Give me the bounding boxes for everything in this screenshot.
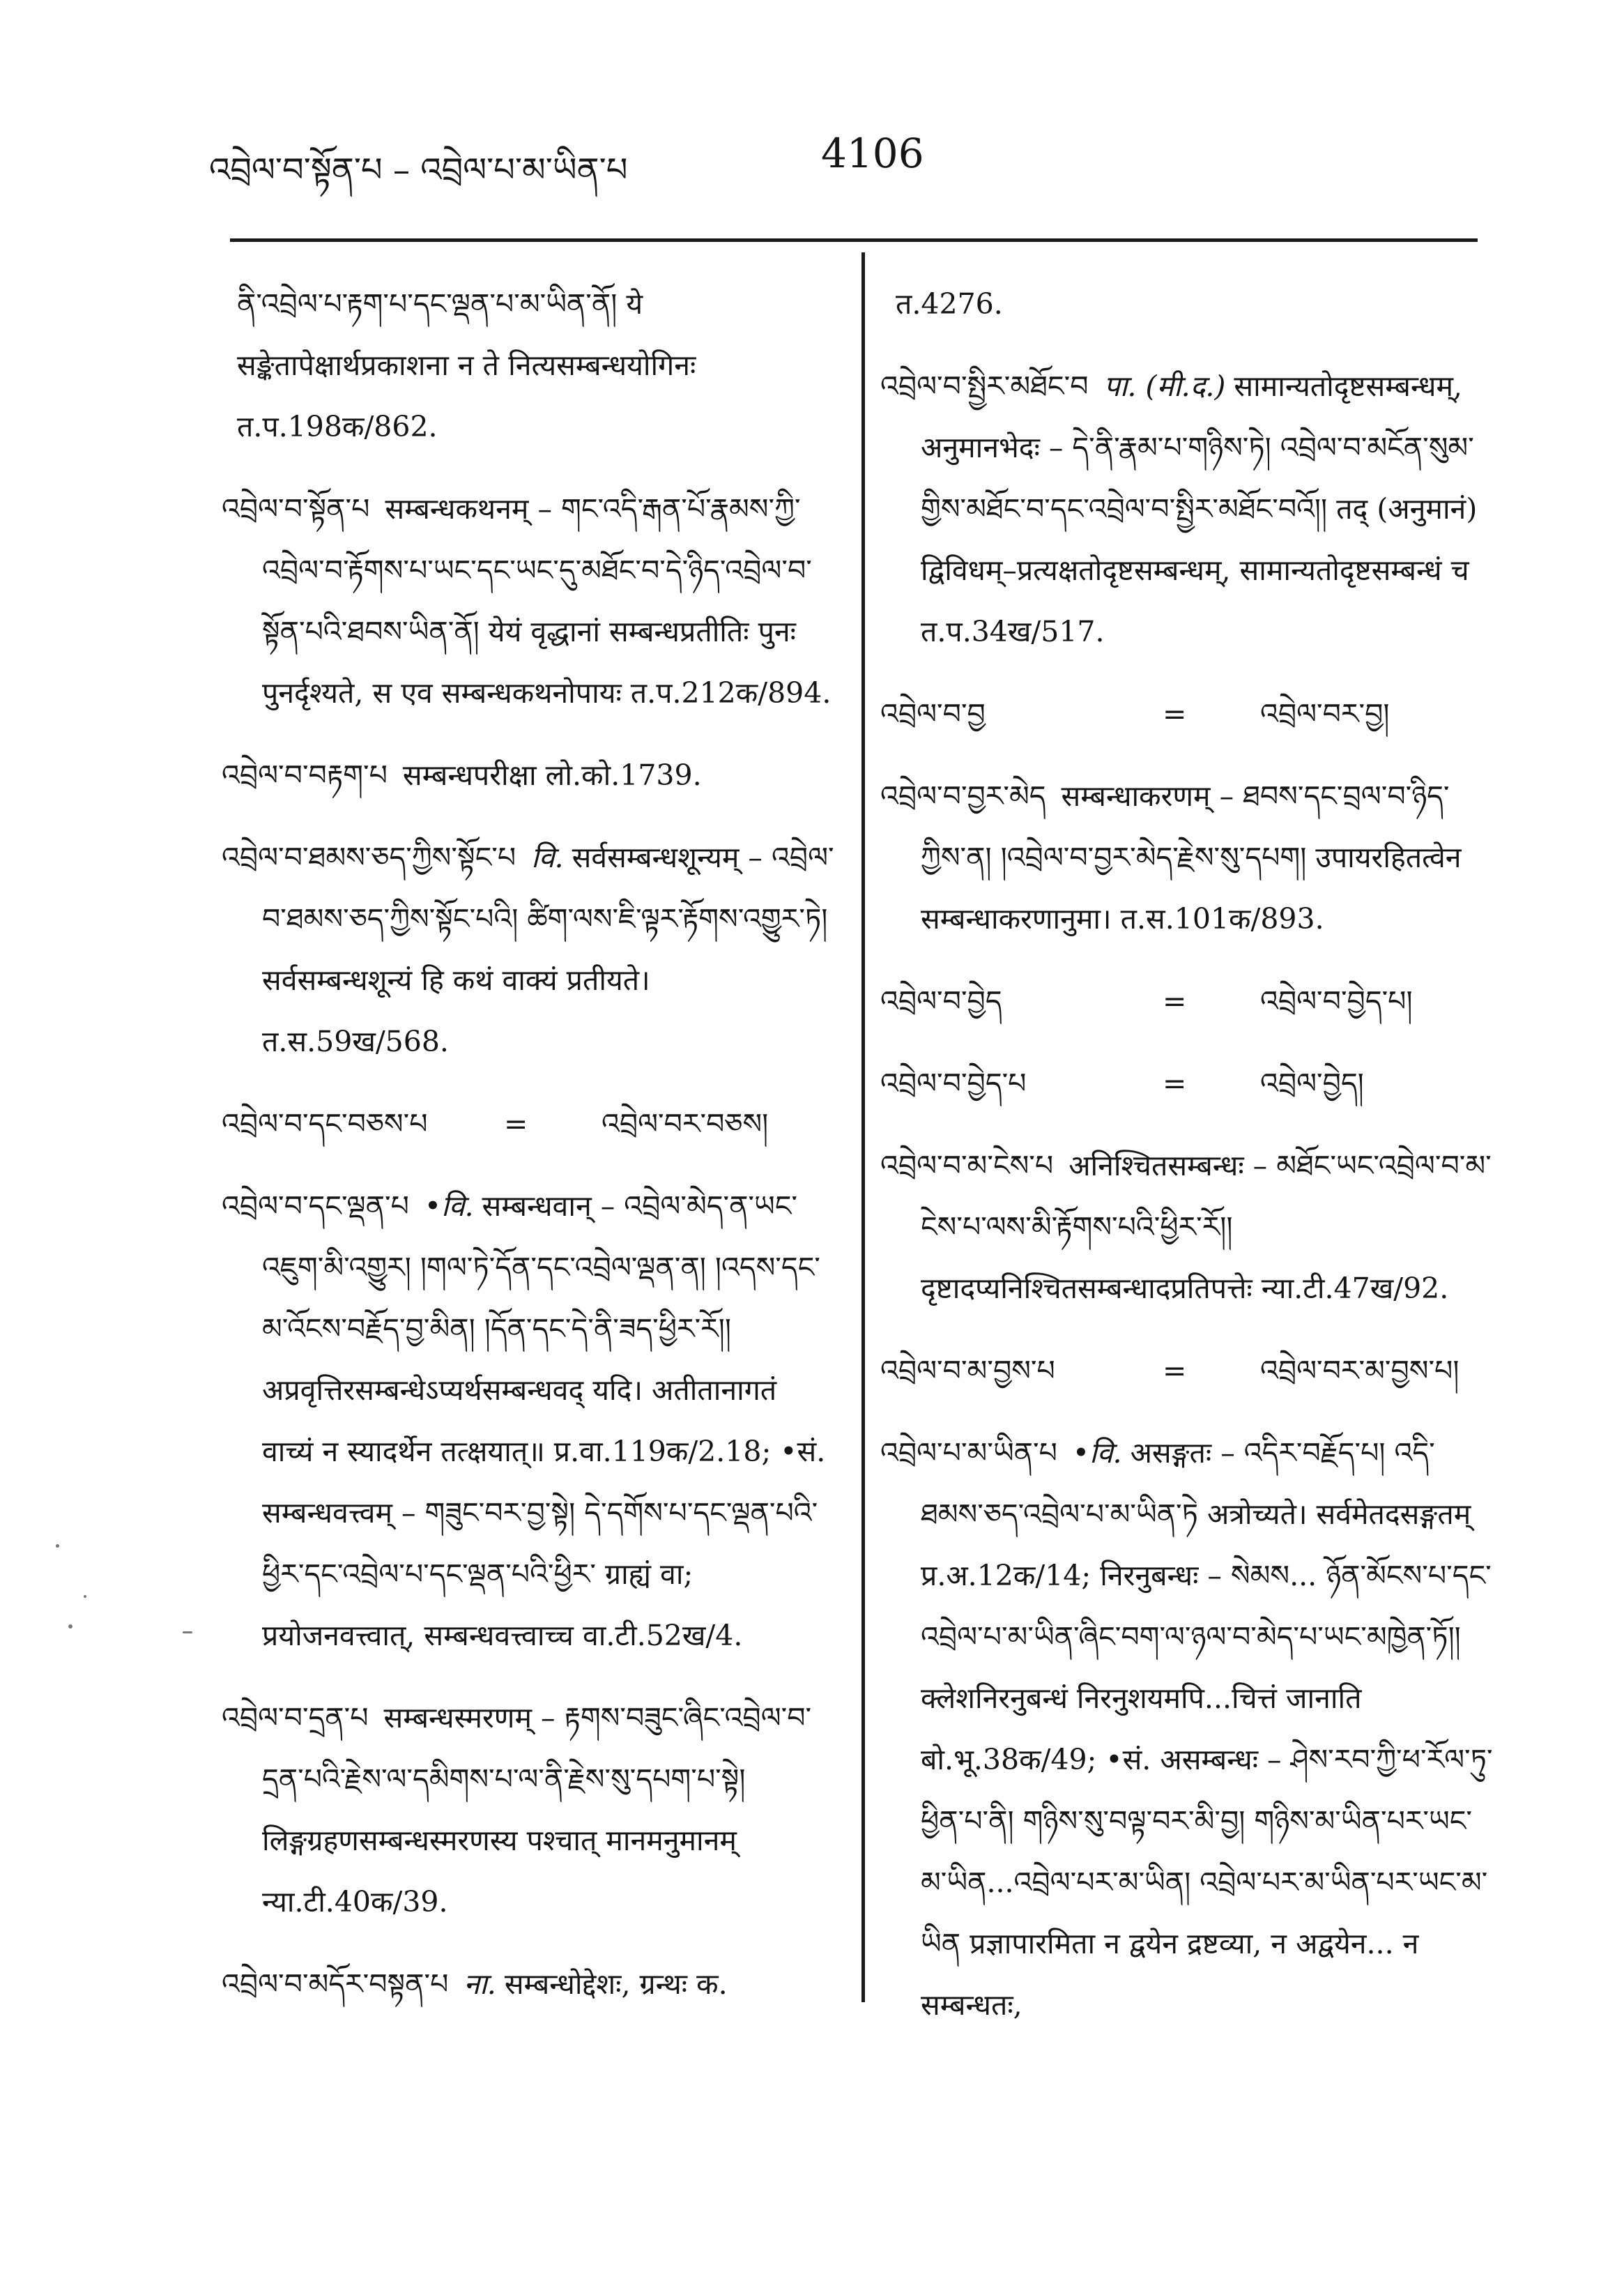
running-header: འབྲེལ་བ་སྟོན་པ – འབྲེལ་པ་མ་ཡིན་པ [209,151,628,190]
left-column [222,273,835,2036]
headword: འབྲེལ་བ་བྱེད [880,984,1002,1018]
entry-body: सम्बन्धकथनम् – གང་འདི་རྒན་པོ་རྣམས་ཀྱི་འབྲེལ་བ་རྟོགས་པ་ཡང་དང་ཡང་དུ་མཐོང་བ་དེ་ཉིད་འབྲེལ་བ་སྟོན་པའི་ཐབས་ཡིན་ནོ། येयं वृद्धानां सम्बन्धप्रतीतिः पुनः पुनर्दृश्यते, स एव सम्बन्धकथनोपायः त.प.212क/894. [262,492,832,710]
headword: འབྲེལ་བ་བྱ [880,697,986,731]
entry-body: सम्बन्धपरीक्षा लो.को.1739. [402,758,702,792]
dictionary-entry [880,356,1494,662]
equals-sign: = [1163,697,1187,731]
entry-body: त.4276. [896,287,1003,321]
column-divider [861,252,865,2002]
dictionary-entry [222,1953,835,2015]
headword: འབྲེལ་བ་མདོར་བསྟན་པ [222,1967,449,2001]
grammar-label: पा. (मी.द.) [1103,369,1226,403]
scan-speck [183,1631,192,1633]
page-number: 4106 [821,130,924,177]
dictionary-entry [222,827,835,1072]
scan-speck [84,1595,86,1598]
entry-continuation [237,273,835,457]
grammar-label: •वि. [424,1189,474,1223]
headword: འབྲེལ་བ་བྱེད་པ [880,1067,1027,1100]
headword: འབྲེལ་པ་མ་ཡིན་པ [880,1436,1057,1470]
entry-body: सामान्यतोदृष्टसम्बन्धम्, अनुमानभेदः – དེ་ནི་རྣམ་པ་གཉིས་ཏེ། འབྲེལ་བ་མངོན་སུམ་གྱིས་མཐོང་བ་དང་འབྲེལ་བ་སྤྱིར་མཐོང་བའོ།། तद् (अनुमानं) द्विविधम्–प्रत्यक्षतोदृष्टसम्बन्धम्, सामान्यतोदृष्टसम्बन्धं च त.प.34ख/517. [921,369,1478,648]
headword: འབྲེལ་བ་མ་བྱས་པ [880,1354,1055,1387]
dictionary-entry [222,478,835,724]
cross-reference-target: འབྲེལ་བར་བཅས། [602,1107,769,1141]
entry-continuation [896,273,1494,335]
entry-body: असङ्गतः – འདིར་བརྗོད་པ། འདི་ཐམས་ཅད་འབྲེལ་པ་མ་ཡིན་ཏེ अत्रोच्यते। सर्वमेतदसङ्गतम् प्र.अ.12क/14; निरनुबन्धः – སེམས... ཉོན་མོངས་པ་དང་འབྲེལ་པ་མ་ཡིན་ཞིང་བག་ལ་ཉལ་བ་མེད་པ་ཡང་མཁྱེན་ཏོ།། क्लेशनिरनुबन्धं निरनुशयमपि...चित्तं जानाति बो.भू.38क/49; •सं. असम्बन्धः – ཤེས་རབ་ཀྱི་ཕ་རོལ་ཏུ་ཕྱིན་པ་ནི། གཉིས་སུ་བལྟ་བར་མི་བྱ། གཉིས་མ་ཡིན་པར་ཡང་མ་ཡིན...འབྲེལ་པར་མ་ཡིན། འབྲེལ་པར་མ་ཡིན་པར་ཡང་མ་ཡིན प्रज्ञापारमिता न द्वयेन द्रष्टव्या, न अद्वयेन... न सम्बन्धतः, [921,1436,1493,2022]
dictionary-entry [880,1135,1494,1319]
cross-reference-target: འབྲེལ་བ་བྱེད་པ། [1260,984,1413,1018]
right-column [880,273,1494,2057]
entry-body: सम्बन्धस्मरणम् – རྟགས་བཟུང་ཞིང་འབྲེལ་བ་དྲན་པའི་རྗེས་ལ་དམིགས་པ་ལ་ནི་རྗེས་སུ་དཔག་པ་སྟེ། लिङ्गग्रहणसम्बन्धस्मरणस्य पश्चात् मानमनुमानम् न्या.टी.40क/39. [262,1701,812,1919]
scan-speck [68,1624,72,1629]
entry-body: सम्बन्धाकरणम् – ཐབས་དང་བྲལ་བ་ཉིད་ཀྱིས་ན། །འབྲེལ་བ་བྱར་མེད་རྗེས་སུ་དཔག། उपायरहितत्वेन सम्बन्धाकरणानुमा। त.स.101क/893. [921,779,1462,936]
dictionary-entry [222,745,835,806]
dictionary-entry [880,1422,1494,2036]
header-rule [230,238,1478,242]
headword: འབྲེལ་བ་སྤྱིར་མཐོང་བ [880,369,1089,403]
cross-reference-entry [222,1093,835,1154]
dictionary-entry [222,1687,835,1932]
cross-reference-entry [880,1340,1494,1401]
cross-reference-target: འབྲེལ་བྱེད། [1260,1067,1364,1100]
headword: འབྲེལ་བ་སྟོན་པ [222,492,370,526]
entry-body: अनिश्चितसम्बन्धः – མཐོང་ཡང་འབྲེལ་བ་མ་ངེས་པ་ལས་མི་རྟོགས་པའི་ཕྱིར་རོ།། दृष्टादप्यनिश्चितसम्बन्धादप्रतिपत्तेः न्या.टी.47ख/92. [921,1149,1492,1305]
headword: འབྲེལ་བ་དང་བཅས་པ [222,1107,428,1141]
cross-reference-target: འབྲེལ་བར་མ་བྱས་པ། [1260,1354,1460,1387]
headword: འབྲེལ་བ་དང་ལྡན་པ [222,1189,409,1223]
cross-reference-entry [880,1053,1494,1114]
grammar-label: वि. [531,841,564,874]
headword: འབྲེལ་བ་དྲན་པ [222,1701,369,1735]
dictionary-entry [222,1175,835,1666]
headword: འབྲེལ་བ་བརྟག་པ [222,758,388,792]
entry-body: सर्वसम्बन्धशून्यम् – འབྲེལ་བ་ཐམས་ཅད་ཀྱིས་སྟོང་པའི། ཚིག་ལས་ཇི་ལྟར་རྟོགས་འགྱུར་ཏེ། सर्वसम्बन्धशून्यं हि कथं वाक्यं प्रतीयते। त.स.59ख/568. [262,841,834,1058]
entry-body: सम्बन्धवान् – འབྲེལ་མེད་ན་ཡང་འཇུག་མི་འགྱུར། །གལ་ཏེ་དོན་དང་འབྲེལ་ལྡན་ན། །འདས་དང་མ་འོངས་བརྗོད་བྱ་མིན། །དོན་དང་དེ་ནི་ཟད་ཕྱིར་རོ།། अप्रवृत्तिरसम्बन्धेऽप्यर्थसम्बन्धवद् यदि। अतीतानागतं वाच्यं न स्यादर्थेन तत्क्षयात्॥ प्र.वा.119क/2.18; •सं. सम्बन्धवत्त्वम् – གཟུང་བར་བྱ་སྟེ། དེ་དགོས་པ་དང་ལྡན་པའི་ཕྱིར་དང་འབྲེལ་པ་དང་ལྡན་པའི་ཕྱིར་ ग्राह्यं वा; प्रयोजनवत्त्वात्, सम्बन्धवत्त्वाच्च वा.टी.52ख/4. [262,1189,826,1652]
headword: འབྲེལ་བ་མ་ངེས་པ [880,1149,1054,1182]
headword: འབྲེལ་བ་ཐམས་ཅད་ཀྱིས་སྟོང་པ [222,841,516,874]
equals-sign: = [1163,984,1187,1018]
cross-reference-entry [880,683,1494,745]
entry-body: ནི་འབྲེལ་པ་རྟག་པ་དང་ལྡན་པ་མ་ཡིན་ནོ། ये सङ्केतापेक्षार्थप्रकाशना न ते नित्यसम्बन्धयोगिनः त.प.198क/862. [237,287,696,443]
equals-sign: = [1163,1067,1187,1100]
cross-reference-target: འབྲེལ་བར་བྱ། [1260,697,1390,731]
dictionary-entry [880,765,1494,950]
cross-reference-entry [880,970,1494,1032]
equals-sign: = [1163,1354,1187,1387]
headword: འབྲེལ་བ་བྱར་མེད [880,779,1046,813]
entry-body: सम्बन्धोद्देशः, ग्रन्थः क. [504,1967,728,2001]
grammar-label: •वि. [1072,1436,1122,1470]
grammar-label: ना. [464,1967,496,2001]
equals-sign: = [504,1107,528,1141]
scan-speck [56,1544,59,1548]
